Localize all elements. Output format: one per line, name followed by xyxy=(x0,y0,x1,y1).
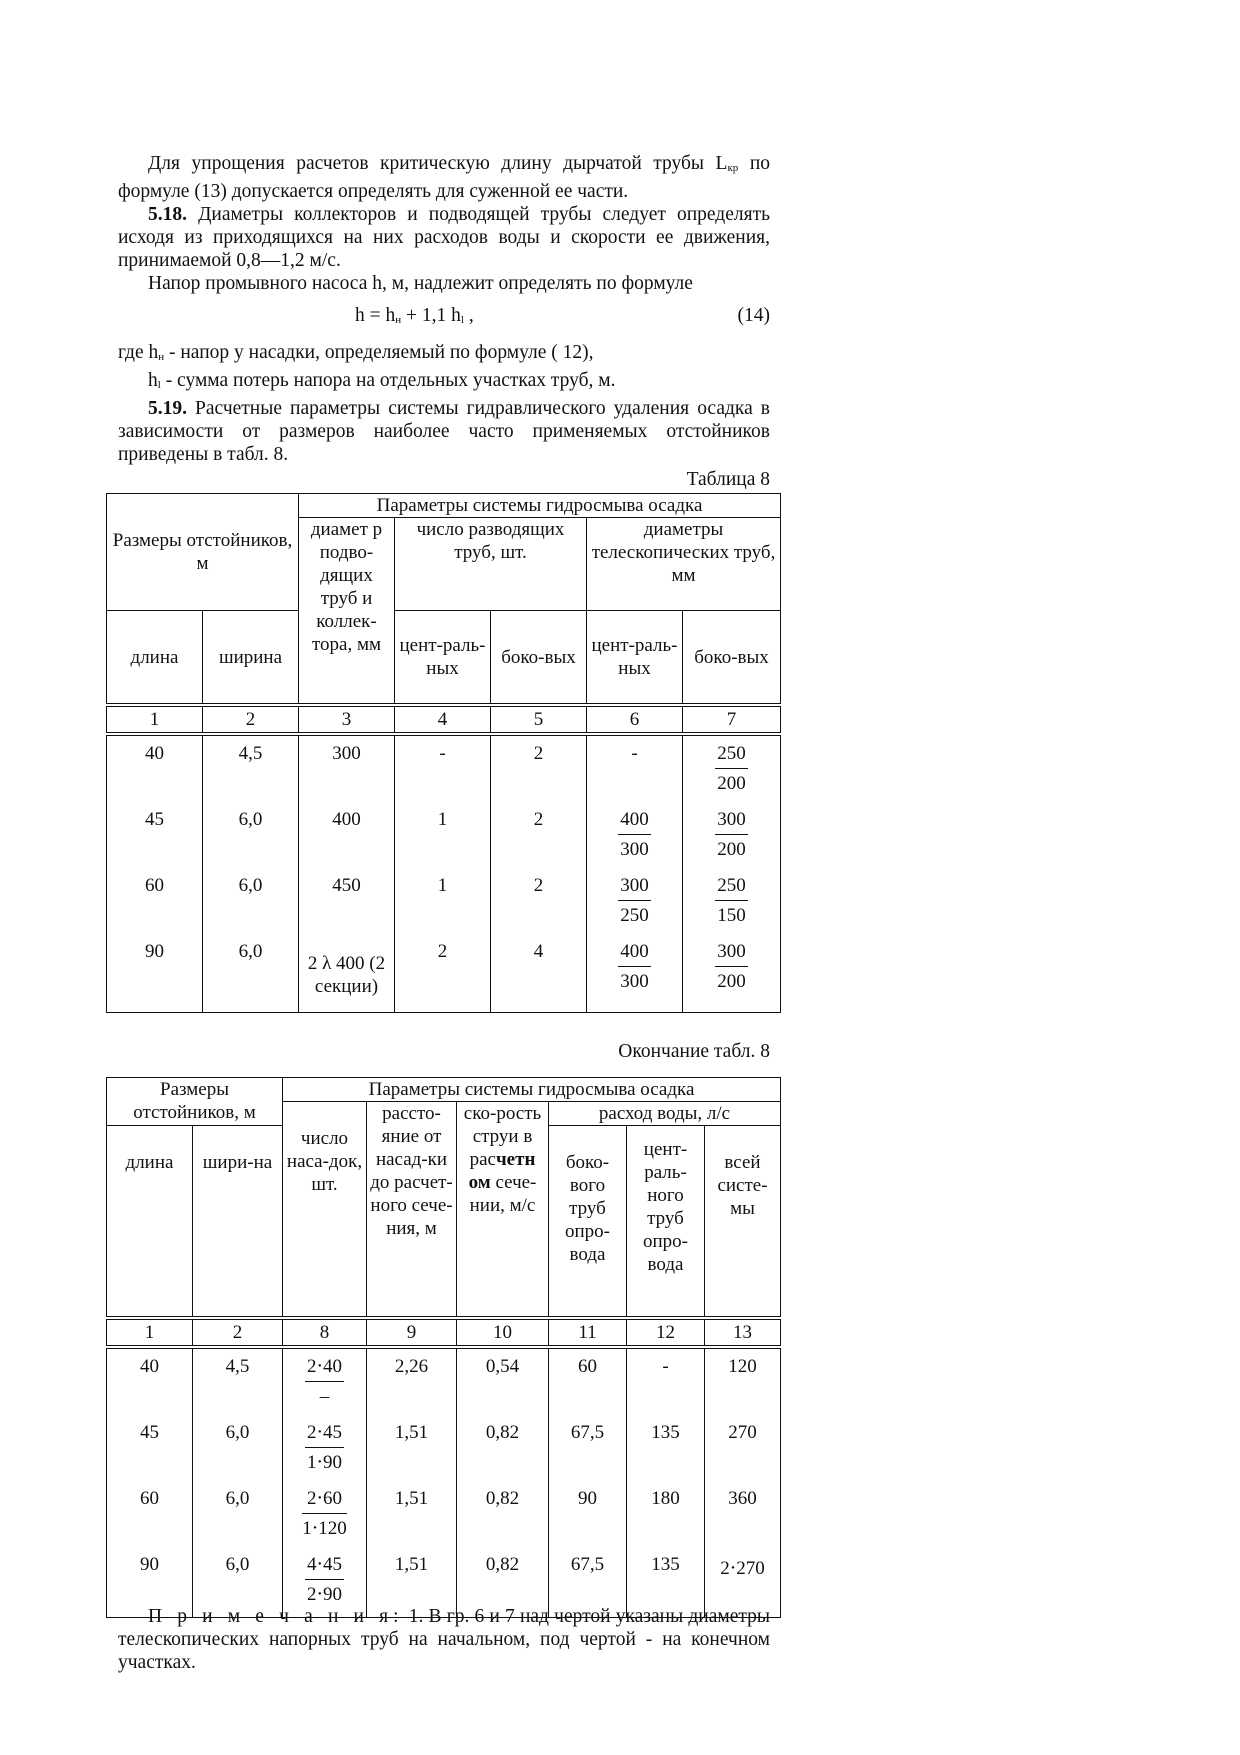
fraction xyxy=(715,808,748,861)
denominator: 200 xyxy=(717,839,746,860)
cell-side-count: 4 xyxy=(491,934,587,1013)
header-flow-side: боко-вого труб опро-вода xyxy=(549,1126,627,1319)
denominator: – xyxy=(319,1386,330,1407)
header-text: ско-рость струи в рас xyxy=(463,1103,542,1170)
paragraph-5-19 xyxy=(118,397,770,466)
cell-distance: 1,51 xyxy=(367,1481,457,1547)
header-nozzle-count: число наса-док, шт. xyxy=(283,1102,367,1319)
cell-tele-side xyxy=(683,934,781,1013)
column-number: 11 xyxy=(549,1318,627,1347)
cell-flow-total: 120 xyxy=(705,1347,781,1415)
fraction xyxy=(305,1553,344,1606)
paragraph-pump-head xyxy=(118,272,770,295)
header-params: Параметры системы гидросмыва осадка xyxy=(283,1078,781,1102)
numerator: 400 xyxy=(618,808,651,835)
table-8-end-caption: Окончание табл. 8 xyxy=(618,1041,770,1062)
table-row xyxy=(107,1481,781,1547)
header-telescopic: диаметры телескопических труб, мм xyxy=(587,518,781,611)
column-number: 8 xyxy=(283,1318,367,1347)
header-params: Параметры системы гидросмыва осадка xyxy=(299,494,781,518)
text-span: h xyxy=(148,370,158,391)
column-number: 2 xyxy=(203,705,299,734)
cell-tele-central: - xyxy=(587,734,683,802)
header-width: шири-на xyxy=(193,1126,283,1319)
text-column xyxy=(118,152,770,491)
header-sizes: Размеры отстойников, м xyxy=(107,1078,283,1126)
numerator: 2⋅40 xyxy=(305,1355,344,1382)
numerator: 250 xyxy=(715,874,748,901)
cell-flow-central: 180 xyxy=(627,1481,705,1547)
fraction xyxy=(305,1355,344,1408)
text-span: Диаметры коллекторов и подводящей трубы следует определять исходя из приходящихся на них расходов воды и скорости ее движения, принимаемой 0,8—1,2 м/с. xyxy=(118,204,770,271)
header-flow-total: всей систе-мы xyxy=(705,1126,781,1319)
formula-part: + 1,1 h xyxy=(401,305,461,326)
paragraph-critical-length xyxy=(118,152,770,203)
column-number: 5 xyxy=(491,705,587,734)
column-number: 12 xyxy=(627,1318,705,1347)
table-row xyxy=(107,734,781,802)
cell-flow-side: 67,5 xyxy=(549,1547,627,1618)
header-sizes: Размеры отстойников, м xyxy=(107,494,299,611)
fraction xyxy=(618,940,651,993)
cell-side-count: 2 xyxy=(491,734,587,802)
cell-side-count: 2 xyxy=(491,802,587,868)
numerator: 300 xyxy=(715,940,748,967)
header-flow: расход воды, л/с xyxy=(549,1102,781,1126)
where-line-1 xyxy=(118,341,770,369)
header-text: сече-нии, м/с xyxy=(469,1172,537,1216)
column-number: 1 xyxy=(107,1318,193,1347)
cell-central-count: 1 xyxy=(395,868,491,934)
cell-tele-side xyxy=(683,868,781,934)
cell-length: 45 xyxy=(107,802,203,868)
numerator: 300 xyxy=(715,808,748,835)
cell-flow-side: 90 xyxy=(549,1481,627,1547)
cell-width: 6,0 xyxy=(203,934,299,1013)
column-number: 4 xyxy=(395,705,491,734)
cell-flow-total: 270 xyxy=(705,1415,781,1481)
table-8-continuation xyxy=(106,1077,781,1618)
cell-width: 6,0 xyxy=(203,802,299,868)
subscript: н xyxy=(158,351,165,363)
column-number: 1 xyxy=(107,705,203,734)
numerator: 400 xyxy=(618,940,651,967)
note-paragraph xyxy=(118,1605,770,1674)
subscript: кр xyxy=(727,162,739,174)
numerator: 2⋅60 xyxy=(302,1487,347,1514)
header-central: цент-раль-ных xyxy=(587,611,683,706)
numerator: 300 xyxy=(618,874,651,901)
formula-part: , xyxy=(463,305,474,326)
table-row xyxy=(107,868,781,934)
cell-width: 6,0 xyxy=(203,868,299,934)
cell-speed: 0,82 xyxy=(457,1481,549,1547)
cell-length: 60 xyxy=(107,1481,193,1547)
where-line-2 xyxy=(118,369,770,397)
text-span: Напор промывного насоса h, м, надлежит определять по формуле xyxy=(148,273,693,294)
text-span: Для упрощения расчетов критическую длину дырчатой трубы L xyxy=(148,153,728,174)
cell-diameter: 400 xyxy=(299,802,395,868)
fraction xyxy=(302,1487,347,1540)
text-span: - напор у насадки, определяемый по формуле ( 12), xyxy=(164,342,594,363)
column-number: 13 xyxy=(705,1318,781,1347)
column-number: 10 xyxy=(457,1318,549,1347)
table-row xyxy=(107,1347,781,1415)
table-row xyxy=(107,934,781,1013)
text-span: где h xyxy=(118,342,159,363)
cell-length: 60 xyxy=(107,868,203,934)
cell-length: 40 xyxy=(107,734,203,802)
denominator: 200 xyxy=(717,773,746,794)
fraction xyxy=(618,874,651,927)
cell-speed: 0,82 xyxy=(457,1415,549,1481)
table-row xyxy=(107,1415,781,1481)
cell-tele-side xyxy=(683,802,781,868)
cell-nozzles xyxy=(283,1481,367,1547)
cell-width: 6,0 xyxy=(193,1481,283,1547)
fraction xyxy=(618,808,651,861)
cell-flow-central: 135 xyxy=(627,1415,705,1481)
cell-central-count: 1 xyxy=(395,802,491,868)
cell-flow-central: - xyxy=(627,1347,705,1415)
table-8-caption: Таблица 8 xyxy=(686,469,770,490)
cell-width: 4,5 xyxy=(193,1347,283,1415)
formula-14 xyxy=(118,305,770,333)
fraction xyxy=(715,742,748,795)
cell-speed: 0,54 xyxy=(457,1347,549,1415)
header-text-bold: четн ом xyxy=(468,1149,536,1193)
header-side: боко-вых xyxy=(683,611,781,706)
fraction xyxy=(715,874,748,927)
denominator: 300 xyxy=(620,971,649,992)
cell-tele-central xyxy=(587,868,683,934)
cell-width: 6,0 xyxy=(193,1415,283,1481)
cell-diameter: 300 xyxy=(299,734,395,802)
cell-flow-side: 67,5 xyxy=(549,1415,627,1481)
cell-diameter: 2 λ 400 (2 секции) xyxy=(299,934,395,1013)
header-distance: рассто-яние от насад-ки до расчет-ного сече-ния, м xyxy=(367,1102,457,1319)
denominator: 1⋅90 xyxy=(306,1452,342,1473)
header-width: ширина xyxy=(203,611,299,706)
numerator: 250 xyxy=(715,742,748,769)
cell-flow-total: 2⋅270 xyxy=(705,1547,781,1618)
column-numbers-row xyxy=(107,705,781,734)
cell-length: 45 xyxy=(107,1415,193,1481)
cell-length: 90 xyxy=(107,934,203,1013)
subscript: н xyxy=(395,314,402,326)
subscript: l xyxy=(460,314,464,326)
formula-part: h = h xyxy=(355,305,396,326)
cell-flow-side: 60 xyxy=(549,1347,627,1415)
header-central: цент-раль-ных xyxy=(395,611,491,706)
cell-nozzles xyxy=(283,1347,367,1415)
header-diameter: диамет р подво-дящих труб и коллек-тора, мм xyxy=(299,518,395,706)
cell-speed: 0,82 xyxy=(457,1547,549,1618)
column-numbers-row xyxy=(107,1318,781,1347)
text-span: 1. В гр. 6 и 7 над чертой указаны диаметры телескопических напорных труб на начальном, под чертой - на конечном участках. xyxy=(118,1606,770,1673)
header-length: длина xyxy=(107,611,203,706)
cell-length: 90 xyxy=(107,1547,193,1618)
column-number: 6 xyxy=(587,705,683,734)
denominator: 300 xyxy=(620,839,649,860)
denominator: 250 xyxy=(620,905,649,926)
table-8 xyxy=(106,493,781,1013)
notes-label: П р и м е ч а н и я: xyxy=(148,1606,404,1627)
column-number: 7 xyxy=(683,705,781,734)
cell-length: 40 xyxy=(107,1347,193,1415)
header-side: боко-вых xyxy=(491,611,587,706)
clause-number: 5.19. xyxy=(148,398,187,419)
cell-flow-central: 135 xyxy=(627,1547,705,1618)
text-span: по формуле (13) допускается определять для суженной ее части. xyxy=(118,153,770,202)
column-number: 3 xyxy=(299,705,395,734)
cell-side-count: 2 xyxy=(491,868,587,934)
denominator: 1⋅120 xyxy=(302,1518,347,1539)
cell-tele-central xyxy=(587,802,683,868)
fraction xyxy=(715,940,748,993)
table-row xyxy=(107,802,781,868)
header-length: длина xyxy=(107,1126,193,1319)
header-speed xyxy=(457,1102,549,1319)
denominator: 150 xyxy=(717,905,746,926)
fraction xyxy=(305,1421,344,1474)
cell-nozzles xyxy=(283,1415,367,1481)
text-span: - сумма потерь напора на отдельных участках труб, м. xyxy=(160,370,616,391)
cell-distance: 1,51 xyxy=(367,1415,457,1481)
column-number: 2 xyxy=(193,1318,283,1347)
cell-width: 6,0 xyxy=(193,1547,283,1618)
numerator: 2⋅45 xyxy=(305,1421,344,1448)
cell-width: 4,5 xyxy=(203,734,299,802)
cell-central-count: - xyxy=(395,734,491,802)
numerator: 4⋅45 xyxy=(305,1553,344,1580)
cell-flow-total: 360 xyxy=(705,1481,781,1547)
header-flow-central: цент-раль-ного труб опро-вода xyxy=(627,1126,705,1319)
cell-central-count: 2 xyxy=(395,934,491,1013)
cell-distance: 1,51 xyxy=(367,1547,457,1618)
formula-number: (14) xyxy=(737,305,770,326)
cell-diameter: 450 xyxy=(299,868,395,934)
column-number: 9 xyxy=(367,1318,457,1347)
notes xyxy=(118,1605,770,1674)
denominator: 200 xyxy=(717,971,746,992)
text-span: Расчетные параметры системы гидравлического удаления осадка в зависимости от размеров наиболее часто применяемых отстойников приведены в табл. 8. xyxy=(118,398,770,465)
cell-tele-central xyxy=(587,934,683,1013)
subscript: l xyxy=(157,379,161,391)
clause-number: 5.18. xyxy=(148,204,187,225)
cell-tele-side xyxy=(683,734,781,802)
header-count: число разводящих труб, шт. xyxy=(395,518,587,611)
formula-expression xyxy=(355,305,474,327)
denominator: 2⋅90 xyxy=(306,1584,342,1605)
paragraph-5-18 xyxy=(118,203,770,272)
cell-distance: 2,26 xyxy=(367,1347,457,1415)
